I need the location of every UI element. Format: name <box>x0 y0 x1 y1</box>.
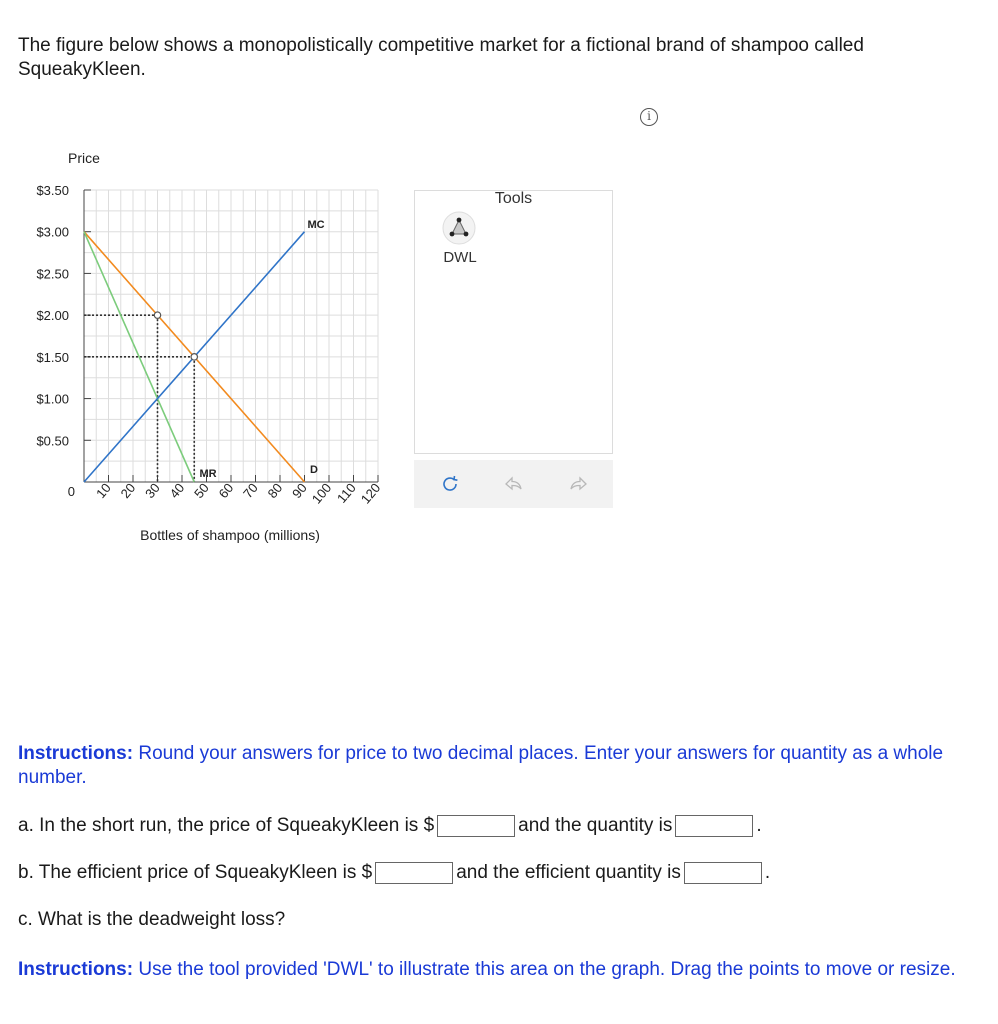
question-c <box>18 908 285 932</box>
intro-text: The figure below shows a monopolistically competitive market for a fictional brand of shampoo called SqueakyKleen. <box>18 35 864 80</box>
x-tick-label: 60 <box>215 480 237 502</box>
mc-label: MC <box>307 219 325 231</box>
instructions-rounding-text: Round your answers for price to two decimal places. Enter your answers for quantity as a whole number. <box>18 743 944 788</box>
tools-title: Tools <box>494 190 533 207</box>
question-b <box>18 861 770 885</box>
instructions-dwl <box>18 958 978 982</box>
instructions-rounding <box>18 742 978 790</box>
question-c-text: c. What is the deadweight loss? <box>18 909 286 930</box>
graph-area[interactable] <box>0 140 420 560</box>
efficient-quantity-input[interactable] <box>684 862 762 884</box>
question-a <box>18 814 762 838</box>
marker-point[interactable] <box>191 354 197 360</box>
instructions-dwl-label: Instructions: <box>18 959 134 980</box>
x-tick-label: 110 <box>333 480 359 506</box>
x-axis-title: Bottles of shampoo (millions) <box>140 527 320 543</box>
short-run-price-input[interactable] <box>437 815 515 837</box>
info-icon[interactable]: i <box>640 108 658 126</box>
instructions-label: Instructions: <box>18 743 134 764</box>
triangle-tool-icon <box>442 211 476 245</box>
graph-toolbar <box>414 460 613 508</box>
tools-panel <box>414 190 613 454</box>
d-label: D <box>310 464 318 476</box>
origin-label: 0 <box>67 484 75 499</box>
marker-point[interactable] <box>154 312 160 318</box>
mr-label: MR <box>199 468 217 480</box>
question-b-quantity-text: and the efficient quantity is <box>456 862 681 883</box>
x-tick-label: 100 <box>308 480 335 507</box>
question-b-period: . <box>764 862 771 883</box>
redo-icon[interactable] <box>566 472 590 496</box>
efficient-price-input[interactable] <box>375 862 453 884</box>
instructions-dwl-text: Use the tool provided 'DWL' to illustrate this area on the graph. Drag the points to move or resize. <box>133 959 956 980</box>
undo-icon[interactable] <box>502 472 526 496</box>
y-tick-label: $1.50 <box>36 349 69 365</box>
question-a-period: . <box>756 815 762 836</box>
x-tick-label: 120 <box>357 480 384 507</box>
y-tick-label: $1.00 <box>36 391 69 407</box>
y-axis-title: Price <box>68 150 100 166</box>
y-tick-label: $3.00 <box>36 224 69 240</box>
x-tick-label: 40 <box>166 480 188 502</box>
x-tick-label: 20 <box>117 480 139 502</box>
x-tick-label: 50 <box>191 480 212 502</box>
x-tick-label: 80 <box>264 480 286 502</box>
question-b-text: b. The efficient price of SqueakyKleen is $ <box>18 862 373 883</box>
shampoo-market-chart[interactable] <box>0 140 420 560</box>
x-tick-label: 70 <box>240 480 261 502</box>
question-a-quantity-text: and the quantity is <box>518 815 673 836</box>
reset-icon[interactable] <box>438 472 462 496</box>
short-run-quantity-input[interactable] <box>675 815 753 837</box>
y-tick-label: $2.50 <box>36 266 69 282</box>
question-a-text: a. In the short run, the price of SqueakyKleen is $ <box>18 815 435 836</box>
x-tick-label: 90 <box>289 480 310 502</box>
y-tick-label: $2.00 <box>36 308 69 324</box>
y-tick-label: $3.50 <box>36 183 69 198</box>
y-tick-label: $0.50 <box>36 433 69 449</box>
x-tick-label: 10 <box>93 480 114 502</box>
dwl-tool-label: DWL <box>443 249 477 266</box>
x-tick-label: 30 <box>142 480 163 502</box>
dwl-tool-button[interactable] <box>440 211 480 279</box>
